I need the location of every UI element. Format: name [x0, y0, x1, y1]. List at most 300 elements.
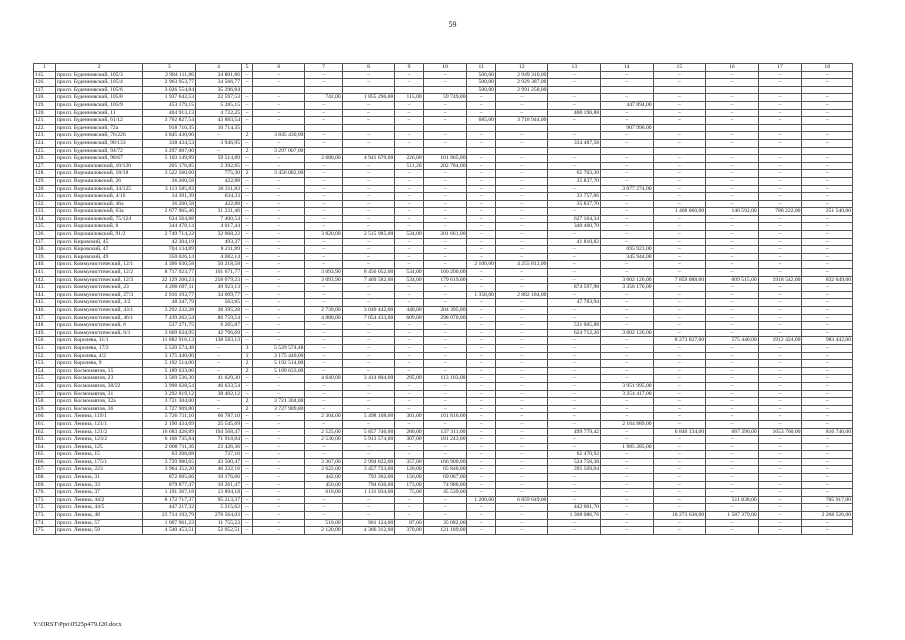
- value-cell: –: [395, 117, 423, 125]
- value-cell: 121 189,00: [423, 527, 467, 535]
- value-cell: –: [252, 215, 305, 223]
- value-cell: –: [758, 390, 802, 398]
- value-cell: 534,00: [395, 276, 423, 284]
- value-cell: –: [395, 367, 423, 375]
- value-cell: 87,00: [395, 519, 423, 527]
- value-cell: 624 712,26: [548, 329, 601, 337]
- value-cell: 69 067,00: [423, 474, 467, 482]
- value-cell: –: [653, 436, 706, 444]
- value-cell: –: [252, 496, 305, 504]
- table-row: [34, 428, 853, 436]
- value-cell: –: [495, 193, 548, 201]
- value-cell: –: [467, 215, 495, 223]
- row-number-cell: 146.: [34, 307, 56, 315]
- table-row: [34, 496, 853, 504]
- value-cell: –: [706, 504, 759, 512]
- value-cell: –: [758, 314, 802, 322]
- value-cell: –: [802, 193, 853, 201]
- value-cell: [467, 147, 495, 155]
- value-cell: –: [467, 466, 495, 474]
- value-cell: –: [252, 382, 305, 390]
- value-cell: –: [395, 322, 423, 330]
- value-cell: –: [758, 200, 802, 208]
- value-cell: 7 439 262,54: [143, 314, 196, 322]
- row-number-cell: 161.: [34, 420, 56, 428]
- value-cell: –: [305, 382, 342, 390]
- value-cell: 34 391,39: [143, 193, 196, 201]
- value-cell: –: [242, 117, 253, 125]
- value-cell: –: [467, 329, 495, 337]
- value-cell: –: [252, 200, 305, 208]
- value-cell: –: [423, 238, 467, 246]
- value-cell: 1 131 934,00: [342, 489, 395, 497]
- value-cell: –: [802, 79, 853, 87]
- value-cell: 160 200,00: [423, 269, 467, 277]
- value-cell: 18 273 638,00: [653, 512, 706, 520]
- value-cell: –: [467, 474, 495, 482]
- value-cell: 1 358,00: [467, 291, 495, 299]
- value-cell: 511 838,00: [706, 496, 759, 504]
- value-cell: –: [706, 405, 759, 413]
- value-cell: 3 292 232,28: [143, 307, 196, 315]
- value-cell: –: [758, 94, 802, 102]
- data-table-wrapper: [33, 63, 853, 535]
- value-cell: [467, 124, 495, 132]
- value-cell: 534,00: [395, 231, 423, 239]
- value-cell: –: [423, 246, 467, 254]
- value-cell: –: [305, 329, 342, 337]
- value-cell: –: [601, 117, 654, 125]
- value-cell: –: [706, 94, 759, 102]
- address-cell: просп. Королева, 17/2: [55, 344, 143, 352]
- value-cell: –: [305, 390, 342, 398]
- address-cell: просп. Буденновский, 76/226: [55, 132, 143, 140]
- value-cell: 4 366 312,00: [342, 527, 395, 535]
- value-cell: –: [342, 215, 395, 223]
- value-cell: –: [252, 322, 305, 330]
- value-cell: 280,00: [395, 428, 423, 436]
- address-cell: просп. Ворошиловский, 75/124: [55, 215, 143, 223]
- value-cell: 5 498 108,00: [342, 413, 395, 421]
- value-cell: 1 468 060,00: [653, 208, 706, 216]
- value-cell: –: [653, 200, 706, 208]
- value-cell: –: [423, 291, 467, 299]
- value-cell: 350 026,14: [143, 253, 196, 261]
- value-cell: –: [252, 428, 305, 436]
- value-cell: –: [758, 481, 802, 489]
- value-cell: –: [706, 109, 759, 117]
- value-cell: –: [242, 261, 253, 269]
- value-cell: 6 166 735,84: [143, 436, 196, 444]
- value-cell: –: [548, 101, 601, 109]
- value-cell: –: [467, 170, 495, 178]
- value-cell: –: [601, 208, 654, 216]
- value-cell: –: [653, 246, 706, 254]
- value-cell: 3 297 007,00: [143, 147, 196, 155]
- value-cell: –: [653, 223, 706, 231]
- value-cell: 2 530,00: [305, 436, 342, 444]
- value-cell: –: [242, 527, 253, 535]
- value-cell: –: [802, 398, 853, 406]
- value-cell: –: [802, 291, 853, 299]
- value-cell: –: [342, 261, 395, 269]
- value-cell: –: [242, 375, 253, 383]
- value-cell: –: [758, 101, 802, 109]
- value-cell: 10 261,47: [196, 481, 242, 489]
- value-cell: 4 540 453,51: [143, 527, 196, 535]
- value-cell: –: [252, 71, 305, 79]
- value-cell: 493,37: [196, 238, 242, 246]
- value-cell: –: [653, 329, 706, 337]
- table-row: [34, 512, 853, 520]
- value-cell: 3 077 274,00: [601, 185, 654, 193]
- value-cell: –: [423, 451, 467, 459]
- value-cell: [395, 86, 423, 94]
- value-cell: –: [802, 322, 853, 330]
- row-number-cell: 119.: [34, 101, 56, 109]
- value-cell: –: [802, 299, 853, 307]
- value-cell: –: [706, 139, 759, 147]
- value-cell: 22 129 200,23: [143, 276, 196, 284]
- value-cell: –: [601, 458, 654, 466]
- value-cell: –: [601, 94, 654, 102]
- value-cell: –: [548, 71, 601, 79]
- value-cell: –: [242, 314, 253, 322]
- value-cell: –: [305, 496, 342, 504]
- value-cell: –: [706, 451, 759, 459]
- value-cell: –: [758, 155, 802, 163]
- table-row: [34, 101, 853, 109]
- value-cell: –: [601, 109, 654, 117]
- value-cell: –: [706, 215, 759, 223]
- value-cell: 3 026 554,84: [143, 86, 196, 94]
- value-cell: 52 952,51: [196, 527, 242, 535]
- value-cell: –: [423, 71, 467, 79]
- value-cell: [242, 86, 253, 94]
- value-cell: –: [758, 344, 802, 352]
- value-cell: [548, 86, 601, 94]
- value-cell: –: [495, 390, 548, 398]
- data-table: [33, 63, 853, 535]
- value-cell: –: [467, 276, 495, 284]
- value-cell: 500,00: [467, 79, 495, 87]
- value-cell: –: [758, 413, 802, 421]
- value-cell: 22 597,53: [196, 94, 242, 102]
- value-cell: –: [196, 344, 242, 352]
- table-row: [34, 139, 853, 147]
- value-cell: 2: [242, 405, 253, 413]
- value-cell: –: [653, 451, 706, 459]
- value-cell: 793 362,00: [342, 474, 395, 482]
- value-cell: –: [706, 390, 759, 398]
- value-cell: –: [601, 155, 654, 163]
- value-cell: –: [548, 261, 601, 269]
- value-cell: –: [395, 496, 423, 504]
- row-number-cell: 169.: [34, 481, 56, 489]
- value-cell: –: [758, 231, 802, 239]
- value-cell: [802, 147, 853, 155]
- value-cell: –: [242, 489, 253, 497]
- value-cell: –: [305, 291, 342, 299]
- row-number-cell: 157.: [34, 390, 56, 398]
- value-cell: –: [467, 352, 495, 360]
- value-cell: –: [342, 162, 395, 170]
- address-cell: просп. Королева, 9: [55, 360, 143, 368]
- value-cell: 2 882 184,00: [495, 291, 548, 299]
- value-cell: 166 900,00: [423, 458, 467, 466]
- value-cell: –: [758, 466, 802, 474]
- value-cell: 334 487,58: [548, 139, 601, 147]
- value-cell: [305, 86, 342, 94]
- value-cell: 2 680,00: [305, 155, 342, 163]
- table-row: [34, 466, 853, 474]
- value-cell: –: [802, 253, 853, 261]
- value-cell: [601, 86, 654, 94]
- value-cell: 43 883,54: [196, 117, 242, 125]
- table-row: [34, 299, 853, 307]
- row-number-cell: 129.: [34, 177, 56, 185]
- value-cell: –: [342, 504, 395, 512]
- value-cell: –: [758, 519, 802, 527]
- address-cell: просп. Ворошиловский, 10/120: [55, 162, 143, 170]
- value-cell: –: [495, 185, 548, 193]
- column-number-cell: 8: [342, 64, 395, 72]
- value-cell: –: [653, 284, 706, 292]
- value-cell: –: [342, 299, 395, 307]
- value-cell: –: [802, 451, 853, 459]
- value-cell: –: [395, 101, 423, 109]
- value-cell: 832 649,00: [802, 276, 853, 284]
- value-cell: –: [601, 215, 654, 223]
- value-cell: 2: [242, 367, 253, 375]
- value-cell: –: [802, 139, 853, 147]
- value-cell: 780 222,00: [758, 208, 802, 216]
- value-cell: –: [653, 504, 706, 512]
- value-cell: –: [395, 71, 423, 79]
- value-cell: 34 801,86: [196, 71, 242, 79]
- value-cell: 3 762 827,54: [143, 117, 196, 125]
- value-cell: –: [423, 344, 467, 352]
- value-cell: –: [802, 109, 853, 117]
- value-cell: –: [548, 519, 601, 527]
- table-row: [34, 420, 853, 428]
- value-cell: –: [423, 170, 467, 178]
- value-cell: 4 255 812,00: [495, 261, 548, 269]
- value-cell: 370,00: [395, 527, 423, 535]
- value-cell: 3 729 980,65: [143, 458, 196, 466]
- value-cell: –: [395, 382, 423, 390]
- value-cell: 95 313,37: [196, 496, 242, 504]
- value-cell: 4 306 030,58: [143, 261, 196, 269]
- value-cell: 3 946,95: [196, 139, 242, 147]
- value-cell: –: [653, 527, 706, 535]
- value-cell: –: [495, 276, 548, 284]
- value-cell: 2 749 714,22: [143, 231, 196, 239]
- value-cell: 7 400,54: [196, 215, 242, 223]
- value-cell: [305, 124, 342, 132]
- value-cell: –: [342, 322, 395, 330]
- value-cell: –: [802, 360, 853, 368]
- value-cell: 86 759,54: [196, 314, 242, 322]
- value-cell: –: [758, 269, 802, 277]
- value-cell: 345 944,00: [601, 253, 654, 261]
- value-cell: –: [467, 162, 495, 170]
- value-cell: –: [242, 428, 253, 436]
- value-cell: 511,20: [395, 162, 423, 170]
- value-cell: –: [242, 307, 253, 315]
- value-cell: –: [495, 413, 548, 421]
- row-number-cell: 128.: [34, 170, 56, 178]
- value-cell: 307,00: [395, 436, 423, 444]
- table-row: [34, 132, 853, 140]
- value-cell: –: [467, 512, 495, 520]
- value-cell: 5 913 574,00: [342, 436, 395, 444]
- value-cell: –: [395, 132, 423, 140]
- value-cell: –: [653, 109, 706, 117]
- value-cell: –: [802, 223, 853, 231]
- value-cell: –: [758, 458, 802, 466]
- value-cell: –: [706, 443, 759, 451]
- value-cell: –: [467, 132, 495, 140]
- value-cell: [495, 147, 548, 155]
- value-cell: 422,88: [196, 200, 242, 208]
- value-cell: –: [548, 413, 601, 421]
- value-cell: –: [653, 79, 706, 87]
- value-cell: –: [653, 177, 706, 185]
- address-cell: просп. Ворошиловский, 34/125: [55, 185, 143, 193]
- value-cell: –: [423, 223, 467, 231]
- value-cell: 2 190 434,69: [143, 420, 196, 428]
- address-cell: просп. Ленина, 44/2: [55, 496, 143, 504]
- value-cell: [495, 124, 548, 132]
- value-cell: –: [706, 71, 759, 79]
- value-cell: –: [342, 405, 395, 413]
- value-cell: –: [601, 299, 654, 307]
- value-cell: –: [758, 139, 802, 147]
- value-cell: –: [706, 481, 759, 489]
- table-row: [34, 390, 853, 398]
- value-cell: –: [252, 253, 305, 261]
- value-cell: –: [495, 481, 548, 489]
- value-cell: –: [601, 139, 654, 147]
- value-cell: 3 457 723,00: [342, 466, 395, 474]
- value-cell: –: [305, 512, 342, 520]
- table-row: [34, 337, 853, 345]
- address-cell: просп. Кировский, 45: [55, 238, 143, 246]
- value-cell: –: [395, 223, 423, 231]
- value-cell: –: [252, 193, 305, 201]
- value-cell: –: [706, 269, 759, 277]
- value-cell: 34 566,77: [196, 79, 242, 87]
- row-number-cell: 160.: [34, 413, 56, 421]
- value-cell: –: [467, 489, 495, 497]
- row-number-cell: 127.: [34, 162, 56, 170]
- value-cell: 36 260,58: [143, 200, 196, 208]
- value-cell: 3 002 126,00: [601, 276, 654, 284]
- column-number-cell: 9: [395, 64, 423, 72]
- value-cell: 872 605,66: [143, 474, 196, 482]
- value-cell: –: [252, 489, 305, 497]
- value-cell: 3 727 909,80: [252, 405, 305, 413]
- value-cell: –: [242, 246, 253, 254]
- value-cell: 3 254 417,00: [601, 390, 654, 398]
- value-cell: [758, 124, 802, 132]
- value-cell: –: [548, 291, 601, 299]
- value-cell: –: [196, 360, 242, 368]
- value-cell: 25 545,69: [196, 420, 242, 428]
- value-cell: 8 211,89: [196, 246, 242, 254]
- value-cell: [653, 124, 706, 132]
- address-cell: просп. Космонавтов, 31: [55, 390, 143, 398]
- value-cell: –: [467, 443, 495, 451]
- value-cell: –: [653, 413, 706, 421]
- value-cell: [423, 124, 467, 132]
- value-cell: –: [305, 117, 342, 125]
- value-cell: 204 395,00: [423, 307, 467, 315]
- value-cell: –: [548, 344, 601, 352]
- value-cell: 422,88: [196, 177, 242, 185]
- column-number-cell: 10: [423, 64, 467, 72]
- value-cell: –: [342, 132, 395, 140]
- value-cell: 101 965,00: [423, 155, 467, 163]
- value-cell: –: [467, 109, 495, 117]
- value-cell: –: [242, 291, 253, 299]
- row-number-cell: 175.: [34, 527, 56, 535]
- value-cell: –: [423, 139, 467, 147]
- value-cell: 524 758,38: [548, 458, 601, 466]
- value-cell: –: [423, 360, 467, 368]
- address-cell: просп. Ленина, 57: [55, 519, 143, 527]
- row-number-cell: 133.: [34, 208, 56, 216]
- value-cell: –: [467, 139, 495, 147]
- row-number-cell: 165.: [34, 451, 56, 459]
- value-cell: 1653 760,00: [758, 428, 802, 436]
- value-cell: –: [342, 109, 395, 117]
- value-cell: 3 727 909,80: [143, 405, 196, 413]
- value-cell: –: [548, 443, 601, 451]
- row-number-cell: 138.: [34, 246, 56, 254]
- row-number-cell: 155.: [34, 375, 56, 383]
- value-cell: –: [395, 246, 423, 254]
- value-cell: –: [706, 360, 759, 368]
- table-row: [34, 489, 853, 497]
- value-cell: 2 991 258,00: [495, 86, 548, 94]
- value-cell: –: [548, 208, 601, 216]
- row-number-cell: 151.: [34, 344, 56, 352]
- address-cell: просп. Буденновский, 98/67: [55, 155, 143, 163]
- value-cell: –: [242, 474, 253, 482]
- table-row: [34, 382, 853, 390]
- value-cell: –: [252, 155, 305, 163]
- row-number-cell: 131.: [34, 193, 56, 201]
- value-cell: –: [601, 428, 654, 436]
- table-row: [34, 375, 853, 383]
- row-number-cell: 170.: [34, 489, 56, 497]
- value-cell: –: [467, 367, 495, 375]
- value-cell: –: [242, 139, 253, 147]
- table-row: [34, 261, 853, 269]
- value-cell: –: [467, 337, 495, 345]
- value-cell: [802, 124, 853, 132]
- value-cell: 395 569,04: [548, 466, 601, 474]
- value-cell: –: [495, 352, 548, 360]
- address-cell: просп. Ворошиловский, 46а: [55, 200, 143, 208]
- value-cell: –: [601, 71, 654, 79]
- row-number-cell: 126.: [34, 155, 56, 163]
- value-cell: –: [305, 79, 342, 87]
- table-row: [34, 405, 853, 413]
- value-cell: –: [802, 519, 853, 527]
